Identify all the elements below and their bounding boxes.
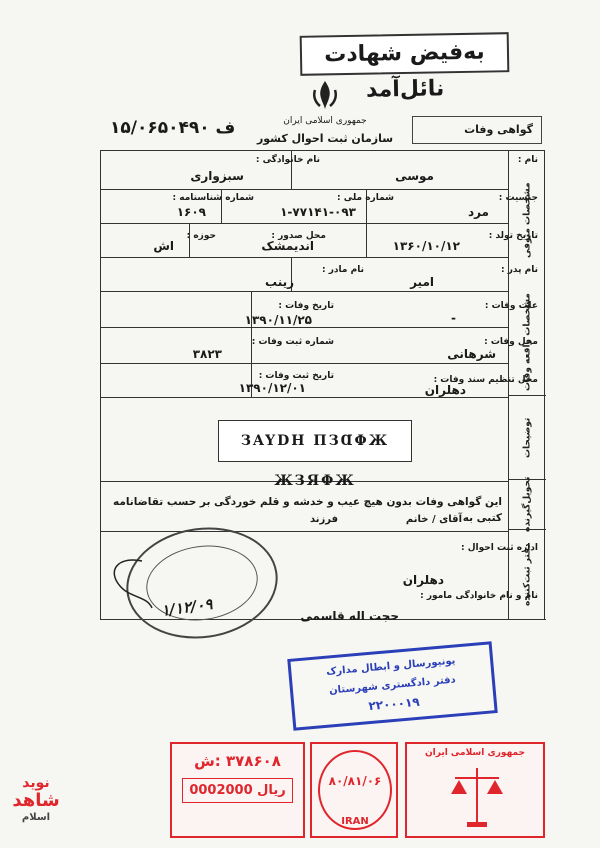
district-label: حوزه : xyxy=(186,231,216,241)
section-sidebar xyxy=(508,150,545,620)
mother-label: نام مادر : xyxy=(322,265,364,275)
revenue-stamp-date: ۸۰/۸۱/۰۶ xyxy=(328,774,382,788)
section-issuer: تحویل‌گیرنده xyxy=(509,480,546,530)
district-value: اش xyxy=(153,239,174,253)
cause-label: علت وفات : xyxy=(484,301,538,311)
emblem-icon xyxy=(308,78,342,112)
navid-shahed-logo xyxy=(12,775,60,833)
scales-of-justice-icon xyxy=(447,764,507,830)
revenue-stamp-number: ۳۷۸۶۰۸ :ش xyxy=(194,752,281,770)
reg-number-value: ۳۸۲۳ xyxy=(192,347,222,361)
birth-cert-value: ۱۶۰۹ xyxy=(176,205,206,219)
reg-place-value: دهلران xyxy=(424,383,466,397)
republic-label: جمهوری اسلامی ایران xyxy=(283,116,367,126)
section-death: مشخصات واقعه وفات xyxy=(509,290,546,396)
signature-icon xyxy=(102,556,172,616)
office-value: دهلران xyxy=(402,573,444,587)
section-deceased: مشخصات متوفی xyxy=(522,182,533,258)
reg-date-label: تاریخ ثبت وفات : xyxy=(258,371,334,381)
birth-date-label: تاریخ تولد : xyxy=(488,231,538,241)
section-office: دفتر ثبت‌کننده xyxy=(509,530,546,620)
family-label: نام خانوادگی : xyxy=(255,155,320,165)
notes-code-box: ЗAYDH ПЗⱭΦЖ ЖЗЯΦЖ xyxy=(218,420,412,462)
father-label: نام پدر : xyxy=(501,265,538,275)
officer-value: حجت اله قاسمی xyxy=(300,609,399,623)
revenue-stamp-country: IRAN xyxy=(341,816,369,827)
reg-date-value: ۱۳۹۰/۱۲/۰۱ xyxy=(238,381,306,395)
blue-stamp-line3: ۲۲۰۰۰۱۹ xyxy=(367,694,421,714)
issue-place-label: محل صدور : xyxy=(271,231,326,241)
logo-text: شاهد xyxy=(12,790,60,811)
blue-stamp-line1: یونیورسال و ابطال مدارک xyxy=(325,655,456,678)
family-value: سبزواری xyxy=(190,169,244,183)
mother-value: زینب xyxy=(264,275,294,289)
place-label: محل وفات : xyxy=(484,337,538,347)
death-date-value: ۱۳۹۰/۱۱/۲۵ xyxy=(244,313,312,327)
birth-date-value: ۱۳۶۰/۱۰/۱۲ xyxy=(392,239,460,253)
logo-sub: اسلام xyxy=(21,812,51,823)
national-id-value: ۱-۷۷۱۴۱-۰۹۳ xyxy=(280,205,356,219)
revenue-stamp-amount: 0002000 ریال xyxy=(182,778,293,803)
officer-label: نام و نام خانوادگی مامور : xyxy=(420,591,538,601)
organization-label: سازمان ثبت احوال کشور xyxy=(256,132,394,145)
office-label: اداره ثبت احوال : xyxy=(461,543,538,553)
certificate-text: این گواهی وفات بدون هیچ عیب و خدشه و قلم خوردگی بر حسب تقاضانامه کتبی به xyxy=(112,496,502,524)
father-value: امیر xyxy=(410,275,434,289)
issue-place-value: اندیمشک xyxy=(261,239,314,253)
applicant-relation: فرزند xyxy=(309,514,338,525)
serial-number: ۱۵/ف ۰۶۵۰۴۹۰ xyxy=(110,118,236,138)
reg-place-label: محل تنظیم سند وفات : xyxy=(433,375,538,385)
reg-number-label: شماره ثبت وفات : xyxy=(251,337,334,347)
revenue-stamp-mid xyxy=(310,742,398,838)
name-value: موسی xyxy=(395,169,434,183)
blue-stamp-line2: دفتر دادگستری شهرستان xyxy=(328,674,457,697)
place-value: شرهانی xyxy=(447,347,496,361)
gender-label: جنسیت : xyxy=(498,193,538,203)
gender-value: مرد xyxy=(467,205,489,219)
birth-cert-label: شماره شناسنامه : xyxy=(172,193,254,203)
national-id-label: شماره ملی : xyxy=(337,193,394,203)
blue-notary-stamp xyxy=(287,641,497,731)
name-label: نام : xyxy=(517,155,538,165)
section-notes: توضیحات xyxy=(509,396,546,480)
doc-title: گواهی وفات xyxy=(412,116,542,144)
applicant-label: آقای / خانم xyxy=(405,514,462,525)
death-date-label: تاریخ وفات : xyxy=(278,301,334,311)
revenue-stamp-title: جمهوری اسلامی ایران xyxy=(424,748,526,758)
cause-value: - xyxy=(451,311,456,325)
top-stamp: به‌فیض شهادت نائل‌آمد xyxy=(300,32,510,76)
logo-top: نوید xyxy=(22,775,50,791)
revenue-stamp-left xyxy=(170,742,305,838)
seal-handwritten-date: ۱/۱۲/۰۹ xyxy=(160,594,214,620)
revenue-stamp-right xyxy=(405,742,545,838)
